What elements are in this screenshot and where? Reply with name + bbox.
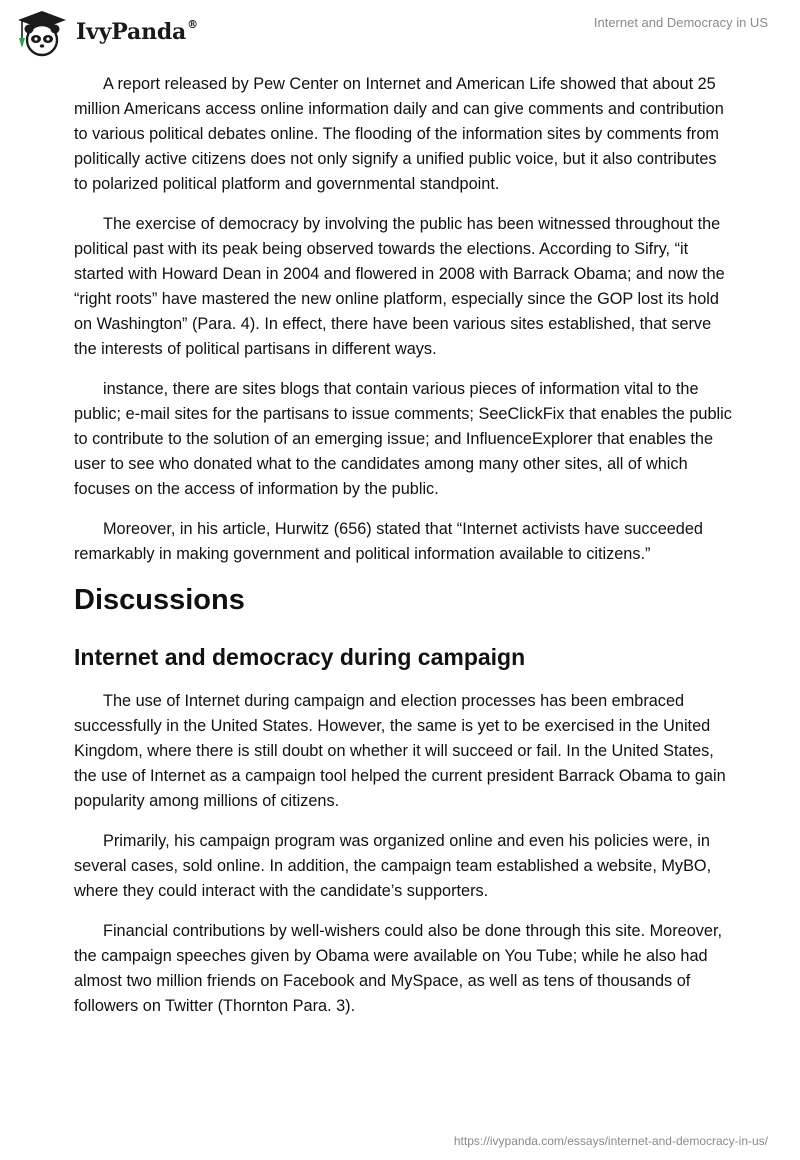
paragraph: The use of Internet during campaign and election processes has been embraced successfully in the United States. However, the same is yet to be exercised in the United Kingdom, where there is still doubt on whether it will succeed or fail. In the United States, the use of Internet as a campaign tool helped the current president Barrack Obama to gain popularity among millions of citizens. [74,692,726,810]
ivypanda-logo[interactable] [14,6,198,60]
paragraph: Moreover, in his article, Hurwitz (656) stated that “Internet activists have succeeded remarkably in making government and political information available to citizens.” [74,520,703,563]
paragraph: Financial contributions by well-wishers could also be done through this site. Moreover, the campaign speeches given by Obama were available on You Tube; while he also had almost two million friends on Facebook and MySpace, as well as tens of thousands of followers on Twitter (Thornton Para. 3). [74,922,723,1015]
paragraph: instance, there are sites blogs that contain various pieces of information vital to the public; e-mail sites for the partisans to issue comments; SeeClickFix that enables the public to contribute to the solution of an emerging issue; and InfluenceExplorer that enables the user to see who donated what to the candidates among many other sites, all of which focuses on the access of information by the public. [74,380,732,498]
registered-mark: ® [187,17,198,31]
panda-graduate-icon [14,8,70,58]
brand-name [76,19,198,45]
page-header [0,0,800,62]
source-url[interactable]: https://ivypanda.com/essays/internet-and-democracy-in-us/ [453,1134,768,1148]
paragraph: The exercise of democracy by involving the public has been witnessed throughout the political past with its peak being observed towards the elections. According to Sifry, “it started with Howard Dean in 2004 and flowered in 2008 with Barrack Obama; and now the “right roots” have mastered the new online platform, especially since the GOP lost its hold on Washington” (Para. 4). In effect, there have been various sites established, that serve the interests of political partisans in different ways. [74,215,725,358]
paragraph: Primarily, his campaign program was organized online and even his policies were, in several cases, sold online. In addition, the campaign team established a website, MyBO, where they could interact with the candidate’s supporters. [74,832,712,900]
essay-content [74,72,734,1034]
document-title: Internet and Democracy in US [593,15,768,30]
subsection-heading: Internet and democracy during campaign [74,644,526,670]
brand-text: IvyPanda [76,19,187,45]
paragraph: A report released by Pew Center on Internet and American Life showed that about 25 million Americans access online information daily and can give comments and contribution to various political debates online. The flooding of the information sites by comments from politically active citizens does not only signify a unified public voice, but it also contributes to polarized political platform and governmental standpoint. [74,75,724,193]
section-heading: Discussions [74,584,245,616]
